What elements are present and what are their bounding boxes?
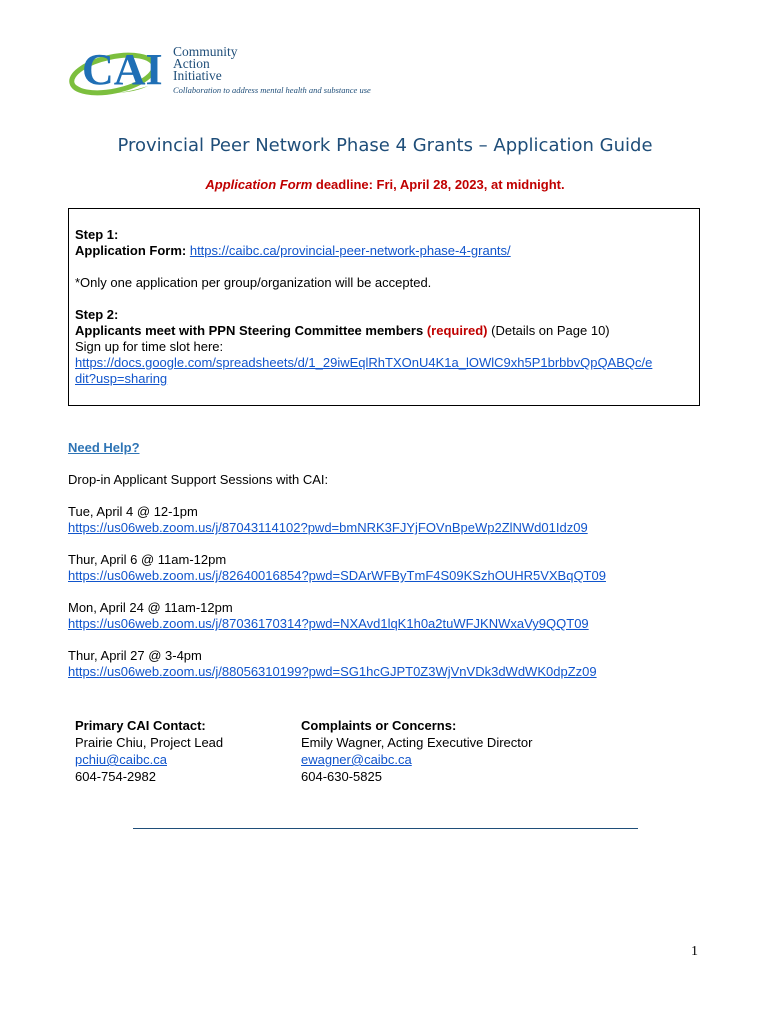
complaints-contact xyxy=(301,717,532,785)
signup-link[interactable] xyxy=(75,355,693,387)
divider-line xyxy=(133,828,638,829)
session-zoom-link[interactable]: https://us06web.zoom.us/j/82640016854?pwd=SDArWFByTmF4S09KSzhOUHR5VXBqQT09 xyxy=(68,568,606,583)
help-section xyxy=(68,440,708,680)
primary-contact-heading: Primary CAI Contact: xyxy=(75,718,206,733)
session-zoom-link[interactable]: https://us06web.zoom.us/j/87043114102?pwd=bmNRK3FJYjFOVnBpeWp2ZlNWd01Idz09 xyxy=(68,520,588,535)
logo-org-line3: Initiative xyxy=(173,68,222,83)
steps-box xyxy=(68,208,700,406)
session-zoom-link[interactable]: https://us06web.zoom.us/j/87036170314?pwd=NXAvd1lqK1h0a2tuWFJKNWxaVy9QQT09 xyxy=(68,616,589,631)
logo-org-line1: Community xyxy=(173,44,238,59)
application-form-link[interactable]: https://caibc.ca/provincial-peer-network-phase-4-grants/ xyxy=(189,243,511,258)
signup-link-line1[interactable]: https://docs.google.com/spreadsheets/d/1_29iwEqlRhTXOnU4K1a_lOWlC9xh5P1brbbvQpQABQc/e xyxy=(75,355,653,370)
step2-line xyxy=(75,323,693,339)
one-application-note: *Only one application per group/organization will be accepted. xyxy=(75,275,432,290)
step1-heading: Step 1: xyxy=(75,227,119,242)
need-help-heading: Need Help? xyxy=(68,440,140,455)
step1-label: Application Form: xyxy=(75,243,187,258)
logo-org-name xyxy=(173,46,238,82)
step2-heading: Step 2: xyxy=(75,307,119,322)
cai-logo-mark xyxy=(68,40,178,102)
logo-org-line2: Action xyxy=(173,56,210,71)
primary-contact-name: Prairie Chiu, Project Lead xyxy=(75,735,224,750)
required-label: (required) xyxy=(426,323,488,338)
logo-letters: CAI xyxy=(82,45,163,94)
deadline-notice xyxy=(0,177,770,192)
session-zoom-link[interactable]: https://us06web.zoom.us/j/88056310199?pwd=SG1hcGJPT0Z3WjVnVDk3dWdWK0dpZz09 xyxy=(68,664,597,679)
page-number: 1 xyxy=(691,944,698,959)
step1-line xyxy=(75,243,693,259)
primary-contact-phone: 604-754-2982 xyxy=(75,769,156,784)
support-sessions-intro: Drop-in Applicant Support Sessions with CAI: xyxy=(68,472,329,487)
deadline-form-label: Application Form xyxy=(205,177,313,192)
cai-logo xyxy=(68,40,388,102)
complaints-contact-name: Emily Wagner, Acting Executive Director xyxy=(301,735,533,750)
step2-label: Applicants meet with PPN Steering Committee members xyxy=(75,323,424,338)
signup-text: Sign up for time slot here: xyxy=(75,339,224,354)
complaints-heading: Complaints or Concerns: xyxy=(301,718,457,733)
step2-details: (Details on Page 10) xyxy=(491,323,610,338)
signup-link-line2[interactable]: dit?usp=sharing xyxy=(75,371,168,386)
session-when: Thur, April 6 @ 11am-12pm xyxy=(68,552,227,567)
session-when: Thur, April 27 @ 3-4pm xyxy=(68,648,202,663)
session-when: Tue, April 4 @ 12-1pm xyxy=(68,504,198,519)
complaints-contact-email[interactable]: ewagner@caibc.ca xyxy=(301,752,412,767)
deadline-text: deadline: Fri, April 28, 2023, at midnight. xyxy=(312,177,565,192)
primary-contact xyxy=(75,717,223,785)
complaints-contact-phone: 604-630-5825 xyxy=(301,769,382,784)
page-title: Provincial Peer Network Phase 4 Grants – Application Guide xyxy=(117,135,653,156)
session-when: Mon, April 24 @ 11am-12pm xyxy=(68,600,233,615)
logo-tagline: Collaboration to address mental health and substance use xyxy=(173,85,371,95)
primary-contact-email[interactable]: pchiu@caibc.ca xyxy=(75,752,167,767)
